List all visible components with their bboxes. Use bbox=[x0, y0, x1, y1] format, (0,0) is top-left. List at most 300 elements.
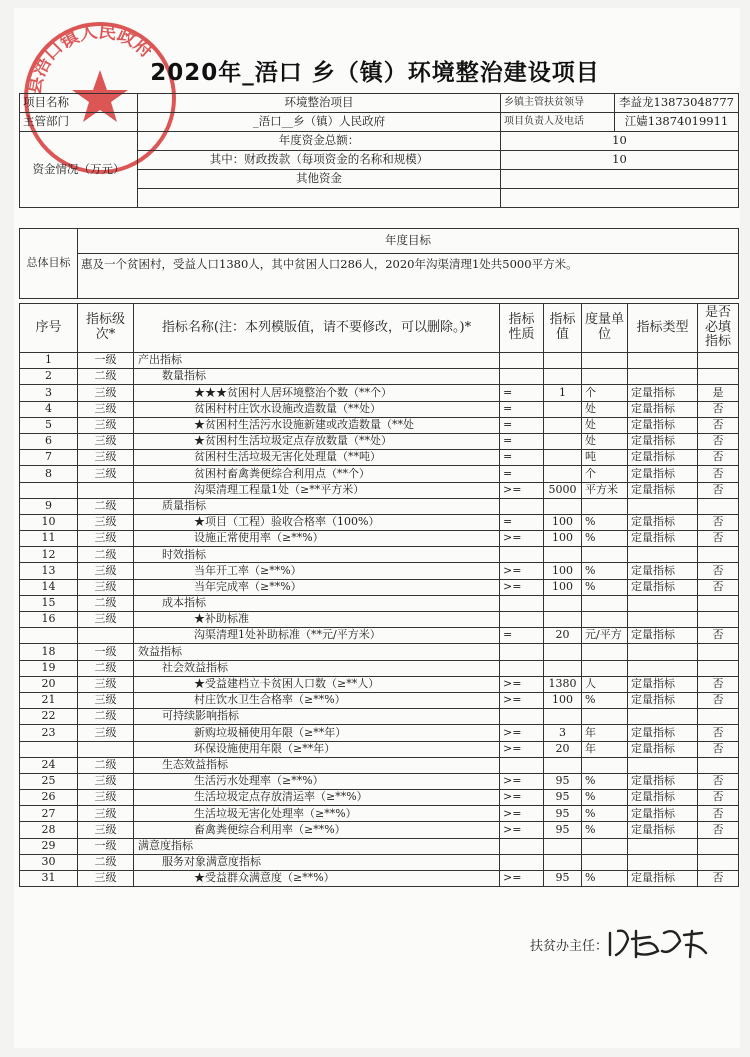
col-header-required: 是否必填指标 bbox=[698, 304, 739, 353]
table-row bbox=[20, 353, 739, 369]
table-row bbox=[20, 741, 739, 757]
row-required: 否 bbox=[698, 741, 739, 757]
annual-label: 年度资金总额： bbox=[138, 132, 501, 151]
row-name: ★贫困村生活垃圾定点存放数量（**处） bbox=[134, 433, 500, 449]
row-name: 畜禽粪便综合利用率（≥**%） bbox=[134, 822, 500, 838]
row-nature: = bbox=[500, 628, 544, 644]
person-label: 项目负责人及电话 bbox=[501, 113, 615, 132]
row-required: 否 bbox=[698, 628, 739, 644]
row-unit: % bbox=[582, 806, 628, 822]
row-value: 100 bbox=[544, 563, 582, 579]
svg-text:县浯口镇人民政府: 县浯口镇人民政府 bbox=[23, 21, 157, 97]
row-name: ★★★贫困村人居环境整治个数（**个） bbox=[134, 385, 500, 401]
table-row bbox=[20, 790, 739, 806]
row-required: 否 bbox=[698, 482, 739, 498]
row-no: 10 bbox=[20, 514, 78, 530]
row-level bbox=[78, 628, 134, 644]
row-level: 三级 bbox=[78, 790, 134, 806]
row-value bbox=[544, 353, 582, 369]
row-value bbox=[544, 660, 582, 676]
row-no bbox=[20, 628, 78, 644]
row-no: 4 bbox=[20, 401, 78, 417]
row-value bbox=[544, 466, 582, 482]
row-unit: 处 bbox=[582, 433, 628, 449]
row-value: 95 bbox=[544, 871, 582, 887]
row-required bbox=[698, 595, 739, 611]
row-unit bbox=[582, 757, 628, 773]
row-level: 三级 bbox=[78, 725, 134, 741]
row-no: 30 bbox=[20, 854, 78, 870]
row-type: 定量指标 bbox=[628, 433, 698, 449]
row-nature bbox=[500, 660, 544, 676]
row-name: 生活垃圾无害化处理率（≥**%） bbox=[134, 806, 500, 822]
row-level: 三级 bbox=[78, 466, 134, 482]
row-name: 村庄饮水卫生合格率（≥**%） bbox=[134, 692, 500, 708]
row-level: 三级 bbox=[78, 531, 134, 547]
row-nature: >= bbox=[500, 692, 544, 708]
person-value: 江嫱13874019911 bbox=[615, 113, 739, 132]
table-row bbox=[20, 579, 739, 595]
row-unit bbox=[582, 612, 628, 628]
row-no: 2 bbox=[20, 369, 78, 385]
dept-label: 主管部门 bbox=[20, 113, 138, 132]
row-no: 22 bbox=[20, 709, 78, 725]
row-nature: >= bbox=[500, 579, 544, 595]
row-value bbox=[544, 417, 582, 433]
dept-value: _浯口__乡（镇）人民政府 bbox=[138, 113, 501, 132]
table-row bbox=[20, 692, 739, 708]
row-name: 质量指标 bbox=[134, 498, 500, 514]
row-unit: 个 bbox=[582, 466, 628, 482]
footer-director bbox=[530, 935, 608, 954]
row-type bbox=[628, 369, 698, 385]
table-row bbox=[20, 725, 739, 741]
goal-text: 惠及一个贫困村，受益人口1380人，其中贫困人口286人，2020年沟渠清理1处共5000平方米。 bbox=[78, 254, 739, 299]
row-required bbox=[698, 709, 739, 725]
table-row bbox=[20, 822, 739, 838]
row-level: 一级 bbox=[78, 353, 134, 369]
col-header-type: 指标类型 bbox=[628, 304, 698, 353]
row-unit: 年 bbox=[582, 725, 628, 741]
row-value bbox=[544, 757, 582, 773]
row-nature: >= bbox=[500, 806, 544, 822]
table-row bbox=[20, 563, 739, 579]
row-nature: = bbox=[500, 450, 544, 466]
row-unit bbox=[582, 353, 628, 369]
row-unit bbox=[582, 709, 628, 725]
row-required: 否 bbox=[698, 563, 739, 579]
row-type: 定量指标 bbox=[628, 725, 698, 741]
col-header-name: 指标名称(注：本列模版值，请不要修改，可以删除。)* bbox=[134, 304, 500, 353]
row-level: 二级 bbox=[78, 498, 134, 514]
row-required: 否 bbox=[698, 822, 739, 838]
row-level: 二级 bbox=[78, 369, 134, 385]
row-value: 20 bbox=[544, 741, 582, 757]
row-required: 否 bbox=[698, 773, 739, 789]
table-row bbox=[20, 676, 739, 692]
row-value bbox=[544, 369, 582, 385]
table-row bbox=[20, 498, 739, 514]
row-level: 二级 bbox=[78, 595, 134, 611]
row-level: 三级 bbox=[78, 773, 134, 789]
row-required bbox=[698, 498, 739, 514]
goal-header: 年度目标 bbox=[78, 229, 739, 254]
row-nature: >= bbox=[500, 790, 544, 806]
leader-value: 李益龙13873048777 bbox=[615, 94, 739, 113]
row-unit: 元/平方 bbox=[582, 628, 628, 644]
row-name: 生活污水处理率（≥**%） bbox=[134, 773, 500, 789]
table-row bbox=[20, 871, 739, 887]
row-name: 当年开工率（≥**%） bbox=[134, 563, 500, 579]
row-unit: 个 bbox=[582, 385, 628, 401]
row-name: 新购垃圾桶使用年限（≥**年） bbox=[134, 725, 500, 741]
row-level: 二级 bbox=[78, 757, 134, 773]
row-type: 定量指标 bbox=[628, 417, 698, 433]
row-name: 设施正常使用率（≥**%） bbox=[134, 531, 500, 547]
table-row bbox=[20, 660, 739, 676]
row-type: 定量指标 bbox=[628, 773, 698, 789]
row-value: 3 bbox=[544, 725, 582, 741]
row-no: 19 bbox=[20, 660, 78, 676]
row-nature bbox=[500, 854, 544, 870]
row-unit bbox=[582, 498, 628, 514]
row-type bbox=[628, 838, 698, 854]
table-row bbox=[20, 612, 739, 628]
row-no: 31 bbox=[20, 871, 78, 887]
row-type: 定量指标 bbox=[628, 514, 698, 530]
row-type: 定量指标 bbox=[628, 871, 698, 887]
row-name: 环保设施使用年限（≥**年） bbox=[134, 741, 500, 757]
row-nature: = bbox=[500, 385, 544, 401]
row-required: 否 bbox=[698, 466, 739, 482]
funds-label: 资金情况（万元） bbox=[20, 132, 138, 208]
row-type: 定量指标 bbox=[628, 466, 698, 482]
col-header-value: 指标值 bbox=[544, 304, 582, 353]
row-nature: >= bbox=[500, 531, 544, 547]
row-value bbox=[544, 433, 582, 449]
row-type bbox=[628, 854, 698, 870]
row-name: 满意度指标 bbox=[134, 838, 500, 854]
row-no: 26 bbox=[20, 790, 78, 806]
table-row bbox=[20, 595, 739, 611]
row-no: 12 bbox=[20, 547, 78, 563]
row-level: 三级 bbox=[78, 612, 134, 628]
row-no bbox=[20, 741, 78, 757]
row-nature: >= bbox=[500, 482, 544, 498]
row-no: 24 bbox=[20, 757, 78, 773]
row-name: 贫困村村庄饮水设施改造数量（**处） bbox=[134, 401, 500, 417]
table-row bbox=[20, 385, 739, 401]
row-unit: % bbox=[582, 790, 628, 806]
other-funds-value bbox=[501, 170, 739, 189]
row-required bbox=[698, 854, 739, 870]
row-name: 贫困村畜禽粪便综合利用点（**个） bbox=[134, 466, 500, 482]
row-required: 否 bbox=[698, 514, 739, 530]
row-nature: = bbox=[500, 401, 544, 417]
row-nature: = bbox=[500, 514, 544, 530]
row-value: 100 bbox=[544, 514, 582, 530]
row-no: 15 bbox=[20, 595, 78, 611]
row-no: 28 bbox=[20, 822, 78, 838]
row-value bbox=[544, 854, 582, 870]
row-value: 1 bbox=[544, 385, 582, 401]
row-value bbox=[544, 498, 582, 514]
row-level: 二级 bbox=[78, 709, 134, 725]
row-level: 三级 bbox=[78, 676, 134, 692]
row-type bbox=[628, 709, 698, 725]
row-level: 三级 bbox=[78, 579, 134, 595]
row-nature: = bbox=[500, 466, 544, 482]
row-nature: >= bbox=[500, 725, 544, 741]
row-value: 95 bbox=[544, 773, 582, 789]
row-level: 二级 bbox=[78, 547, 134, 563]
row-type: 定量指标 bbox=[628, 579, 698, 595]
row-level: 三级 bbox=[78, 417, 134, 433]
row-value bbox=[544, 838, 582, 854]
row-value bbox=[544, 644, 582, 660]
table-row bbox=[20, 514, 739, 530]
row-unit bbox=[582, 547, 628, 563]
row-value: 95 bbox=[544, 790, 582, 806]
row-required: 是 bbox=[698, 385, 739, 401]
project-info-table bbox=[19, 93, 739, 208]
row-name: 效益指标 bbox=[134, 644, 500, 660]
row-nature: >= bbox=[500, 773, 544, 789]
row-level: 三级 bbox=[78, 401, 134, 417]
row-unit bbox=[582, 838, 628, 854]
row-type: 定量指标 bbox=[628, 822, 698, 838]
row-no: 18 bbox=[20, 644, 78, 660]
row-nature bbox=[500, 757, 544, 773]
row-level: 三级 bbox=[78, 692, 134, 708]
row-name: 生活垃圾定点存放清运率（≥**%） bbox=[134, 790, 500, 806]
row-value: 100 bbox=[544, 692, 582, 708]
row-no: 7 bbox=[20, 450, 78, 466]
row-level: 三级 bbox=[78, 450, 134, 466]
row-no: 23 bbox=[20, 725, 78, 741]
row-no: 11 bbox=[20, 531, 78, 547]
row-unit bbox=[582, 644, 628, 660]
row-type bbox=[628, 757, 698, 773]
row-name: 沟渠清理工程量1处（≥**平方米） bbox=[134, 482, 500, 498]
row-level: 二级 bbox=[78, 660, 134, 676]
other-funds-label: 其他资金 bbox=[138, 170, 501, 189]
row-name: 社会效益指标 bbox=[134, 660, 500, 676]
annual-value: 10 bbox=[501, 132, 739, 151]
row-required bbox=[698, 353, 739, 369]
project-name-value: 环境整治项目 bbox=[138, 94, 501, 113]
table-row bbox=[20, 433, 739, 449]
row-required bbox=[698, 838, 739, 854]
row-name: ★受益建档立卡贫困人口数（≥**人） bbox=[134, 676, 500, 692]
table-row bbox=[20, 838, 739, 854]
row-nature bbox=[500, 353, 544, 369]
table-row bbox=[20, 547, 739, 563]
row-name: ★补助标准 bbox=[134, 612, 500, 628]
row-unit: 吨 bbox=[582, 450, 628, 466]
row-no: 16 bbox=[20, 612, 78, 628]
row-type bbox=[628, 644, 698, 660]
row-required: 否 bbox=[698, 871, 739, 887]
row-type: 定量指标 bbox=[628, 531, 698, 547]
row-type bbox=[628, 547, 698, 563]
table-row bbox=[20, 482, 739, 498]
row-required: 否 bbox=[698, 531, 739, 547]
row-no: 25 bbox=[20, 773, 78, 789]
row-required: 否 bbox=[698, 450, 739, 466]
row-type: 定量指标 bbox=[628, 482, 698, 498]
fiscal-value: 10 bbox=[501, 151, 739, 170]
row-name: 数量指标 bbox=[134, 369, 500, 385]
row-type: 定量指标 bbox=[628, 741, 698, 757]
row-value: 100 bbox=[544, 531, 582, 547]
row-no: 5 bbox=[20, 417, 78, 433]
table-row bbox=[20, 531, 739, 547]
table-row bbox=[20, 709, 739, 725]
row-required: 否 bbox=[698, 692, 739, 708]
director-label: 扶贫办主任： bbox=[530, 939, 609, 954]
row-nature: = bbox=[500, 433, 544, 449]
row-no: 14 bbox=[20, 579, 78, 595]
row-required: 否 bbox=[698, 417, 739, 433]
row-nature bbox=[500, 369, 544, 385]
row-unit: % bbox=[582, 773, 628, 789]
row-level: 三级 bbox=[78, 433, 134, 449]
row-value bbox=[544, 401, 582, 417]
table-row bbox=[20, 450, 739, 466]
row-no: 1 bbox=[20, 353, 78, 369]
row-nature: >= bbox=[500, 871, 544, 887]
row-level: 三级 bbox=[78, 822, 134, 838]
row-level: 三级 bbox=[78, 806, 134, 822]
row-required: 否 bbox=[698, 676, 739, 692]
row-level bbox=[78, 741, 134, 757]
row-level: 二级 bbox=[78, 854, 134, 870]
row-value bbox=[544, 709, 582, 725]
row-value bbox=[544, 595, 582, 611]
row-required bbox=[698, 757, 739, 773]
row-type bbox=[628, 595, 698, 611]
row-name: 可持续影响指标 bbox=[134, 709, 500, 725]
row-required bbox=[698, 369, 739, 385]
row-nature: >= bbox=[500, 563, 544, 579]
row-unit: 人 bbox=[582, 676, 628, 692]
row-name: 生态效益指标 bbox=[134, 757, 500, 773]
row-nature bbox=[500, 709, 544, 725]
table-row bbox=[20, 806, 739, 822]
row-required bbox=[698, 660, 739, 676]
row-value bbox=[544, 547, 582, 563]
row-type: 定量指标 bbox=[628, 563, 698, 579]
row-value: 1380 bbox=[544, 676, 582, 692]
row-value bbox=[544, 450, 582, 466]
table-row bbox=[20, 401, 739, 417]
row-level bbox=[78, 482, 134, 498]
row-unit: % bbox=[582, 531, 628, 547]
col-header-unit: 度量单位 bbox=[582, 304, 628, 353]
row-type: 定量指标 bbox=[628, 790, 698, 806]
row-required bbox=[698, 612, 739, 628]
row-unit: 处 bbox=[582, 417, 628, 433]
row-unit: 处 bbox=[582, 401, 628, 417]
row-required: 否 bbox=[698, 401, 739, 417]
row-nature: >= bbox=[500, 822, 544, 838]
row-level: 三级 bbox=[78, 563, 134, 579]
row-required: 否 bbox=[698, 790, 739, 806]
table-row bbox=[20, 773, 739, 789]
row-nature: >= bbox=[500, 676, 544, 692]
row-name: ★项目（工程）验收合格率（100%） bbox=[134, 514, 500, 530]
fiscal-label: 其中：财政拨款（每项资金的名称和规模） bbox=[138, 151, 501, 170]
row-level: 三级 bbox=[78, 871, 134, 887]
table-row bbox=[20, 369, 739, 385]
row-nature bbox=[500, 498, 544, 514]
indicator-header-row bbox=[20, 304, 739, 353]
row-no bbox=[20, 482, 78, 498]
goal-side-label: 总体目标 bbox=[20, 229, 78, 299]
row-no: 27 bbox=[20, 806, 78, 822]
row-required: 否 bbox=[698, 433, 739, 449]
row-name: ★贫困村生活污水设施新建或改造数量（**处 bbox=[134, 417, 500, 433]
row-type bbox=[628, 612, 698, 628]
row-no: 29 bbox=[20, 838, 78, 854]
row-no: 3 bbox=[20, 385, 78, 401]
row-unit: 平方米 bbox=[582, 482, 628, 498]
row-nature bbox=[500, 612, 544, 628]
row-no: 21 bbox=[20, 692, 78, 708]
row-type: 定量指标 bbox=[628, 692, 698, 708]
row-name: 成本指标 bbox=[134, 595, 500, 611]
row-name: 贫困村生活垃圾无害化处理量（**吨） bbox=[134, 450, 500, 466]
col-header-no: 序号 bbox=[20, 304, 78, 353]
row-value: 95 bbox=[544, 822, 582, 838]
row-name: 时效指标 bbox=[134, 547, 500, 563]
row-level: 三级 bbox=[78, 385, 134, 401]
row-value: 5000 bbox=[544, 482, 582, 498]
row-unit: 年 bbox=[582, 741, 628, 757]
row-unit: % bbox=[582, 563, 628, 579]
row-level: 三级 bbox=[78, 514, 134, 530]
row-value: 100 bbox=[544, 579, 582, 595]
row-unit bbox=[582, 369, 628, 385]
row-type: 定量指标 bbox=[628, 385, 698, 401]
row-required: 否 bbox=[698, 806, 739, 822]
col-header-nature: 指标性质 bbox=[500, 304, 544, 353]
row-nature: >= bbox=[500, 741, 544, 757]
indicator-table bbox=[19, 303, 739, 887]
row-value: 20 bbox=[544, 628, 582, 644]
row-required: 否 bbox=[698, 579, 739, 595]
table-row bbox=[20, 417, 739, 433]
row-value bbox=[544, 612, 582, 628]
row-unit bbox=[582, 660, 628, 676]
table-row bbox=[20, 628, 739, 644]
row-no: 6 bbox=[20, 433, 78, 449]
row-unit: % bbox=[582, 871, 628, 887]
row-type bbox=[628, 498, 698, 514]
row-no: 8 bbox=[20, 466, 78, 482]
row-name: ★受益群众满意度（≥**%） bbox=[134, 871, 500, 887]
row-name: 沟渠清理1处补助标准（**元/平方米） bbox=[134, 628, 500, 644]
row-required: 否 bbox=[698, 725, 739, 741]
row-level: 一级 bbox=[78, 644, 134, 660]
row-name: 产出指标 bbox=[134, 353, 500, 369]
row-required bbox=[698, 547, 739, 563]
row-type: 定量指标 bbox=[628, 401, 698, 417]
row-type bbox=[628, 353, 698, 369]
row-nature bbox=[500, 595, 544, 611]
overall-goal-table bbox=[19, 228, 739, 299]
